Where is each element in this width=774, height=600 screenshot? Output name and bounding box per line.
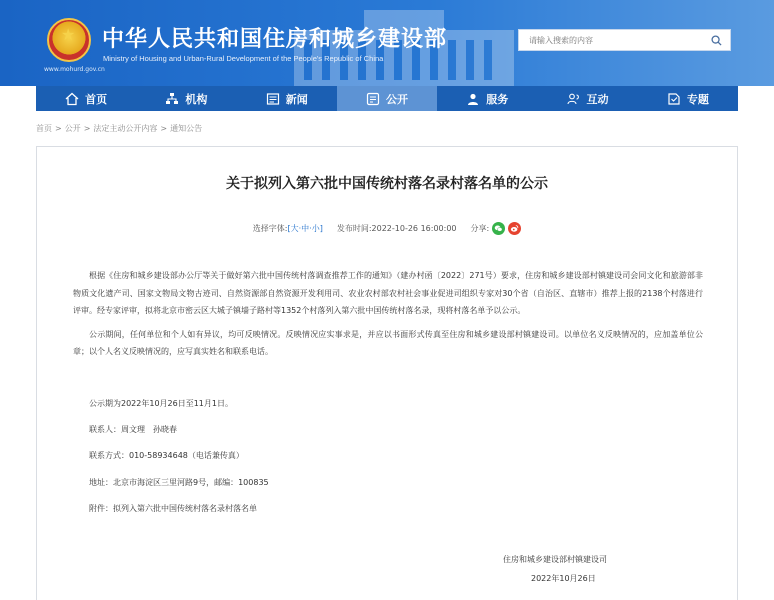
publish-label: 发布时间: bbox=[336, 224, 372, 233]
nav-item-service[interactable] bbox=[437, 86, 537, 111]
nav-item-label: 首页 bbox=[85, 92, 108, 106]
publish-time: 2022-10-26 16:00:00 bbox=[371, 224, 457, 233]
breadcrumb: 首页 > 公开 > 法定主动公开内容 > 通知公告 bbox=[36, 124, 203, 133]
font-size-small[interactable]: 小 bbox=[311, 224, 320, 233]
signature-org: 住房和城乡建设部村镇建设司 bbox=[503, 555, 607, 564]
article-meta bbox=[37, 222, 737, 235]
search-icon bbox=[711, 35, 722, 46]
article-paragraph: 公示期间，任何单位和个人如有异议，均可反映情况。反映情况应实事求是，并应以书面形式传真至住房和城乡建设部村镇建设司。以单位名义反映情况的，应加盖单位公章；以个人名义反映情况的，应写真实姓名和联系电话。 bbox=[73, 329, 703, 356]
nav-item-label: 服务 bbox=[486, 92, 509, 106]
topic-icon bbox=[667, 92, 681, 106]
service-icon bbox=[466, 92, 480, 106]
contact-phone: 联系方式：010-58934648（电话兼传真） bbox=[89, 451, 244, 460]
breadcrumb-public[interactable]: 公开 bbox=[64, 124, 81, 133]
article-title: 关于拟列入第六批中国传统村落名录村落名单的公示 bbox=[226, 176, 548, 192]
nav-item-org[interactable] bbox=[136, 86, 236, 111]
share-label: 分享: bbox=[470, 224, 490, 233]
national-emblem-logo[interactable]: ★ bbox=[47, 18, 91, 62]
nav-item-public[interactable] bbox=[337, 86, 437, 111]
home-icon bbox=[65, 92, 79, 106]
nav-item-label: 公开 bbox=[385, 92, 408, 106]
interact-icon bbox=[567, 92, 581, 106]
breadcrumb-home[interactable]: 首页 bbox=[36, 124, 52, 133]
news-icon bbox=[266, 92, 280, 106]
nav-item-label: 新闻 bbox=[285, 92, 308, 106]
nav-item-topic[interactable] bbox=[638, 86, 738, 111]
site-title[interactable]: 中华人民共和国住房和城乡建设部 bbox=[102, 27, 448, 52]
nav-item-label: 互动 bbox=[586, 92, 609, 106]
search-button[interactable] bbox=[702, 30, 730, 50]
breadcrumb-notices[interactable]: 通知公告 bbox=[170, 124, 203, 133]
site-header bbox=[0, 0, 774, 86]
wechat-share-icon[interactable] bbox=[492, 222, 505, 235]
nav-item-label: 机构 bbox=[185, 92, 208, 106]
font-size-medium[interactable]: 中 bbox=[301, 224, 310, 233]
breadcrumb-statutory-content[interactable]: 法定主动公开内容 bbox=[93, 124, 158, 133]
article-panel bbox=[36, 146, 738, 600]
attachment-link[interactable]: 附件：拟列入第六批中国传统村落名录村落名单 bbox=[89, 504, 257, 513]
font-size-options: [大·中·小] bbox=[287, 224, 323, 233]
article-paragraph: 根据《住房和城乡建设部办公厅等关于做好第六批中国传统村落调查推荐工作的通知》（建办村函〔2022〕271号）要求，住房和城乡建设部村镇建设司会同文化和旅游部非物质文化遗产司、国家文物局文物古迹司、自然资源部自然资源开发利用司、农业农村部农村社会事业促进司组织专家对30个省（自治区、直辖市）推荐上报的2138个村落进行评审。经专家评审，拟将北京市密云区大城子镇墙子路村等1352个村落列入第六批中国传统村落名录，现将村落名单予以公示。 bbox=[73, 271, 703, 315]
site-subtitle: Ministry of Housing and Urban-Rural Development of the People's Republic of China bbox=[103, 54, 384, 63]
search-input[interactable] bbox=[519, 30, 702, 50]
nav-item-news[interactable] bbox=[237, 86, 337, 111]
signature-date: 2022年10月26日 bbox=[531, 574, 596, 583]
font-size-large[interactable]: 大 bbox=[290, 224, 299, 233]
site-url: www.mohurd.gov.cn bbox=[44, 66, 105, 73]
font-size-label: 选择字体: bbox=[252, 224, 288, 233]
main-nav bbox=[36, 86, 738, 111]
nav-item-interact[interactable] bbox=[537, 86, 637, 111]
publicity-period: 公示期为2022年10月26日至11月1日。 bbox=[89, 399, 233, 408]
public-icon bbox=[366, 92, 380, 106]
weibo-share-icon[interactable] bbox=[508, 222, 521, 235]
article-body bbox=[73, 267, 703, 361]
search-bar bbox=[518, 29, 731, 51]
contact-person: 联系人：周文理 孙晓春 bbox=[89, 425, 177, 434]
contact-address: 地址：北京市海淀区三里河路9号，邮编：100835 bbox=[89, 478, 269, 487]
nav-item-label: 专题 bbox=[686, 92, 709, 106]
org-icon bbox=[165, 92, 179, 106]
nav-item-home[interactable] bbox=[36, 86, 136, 111]
